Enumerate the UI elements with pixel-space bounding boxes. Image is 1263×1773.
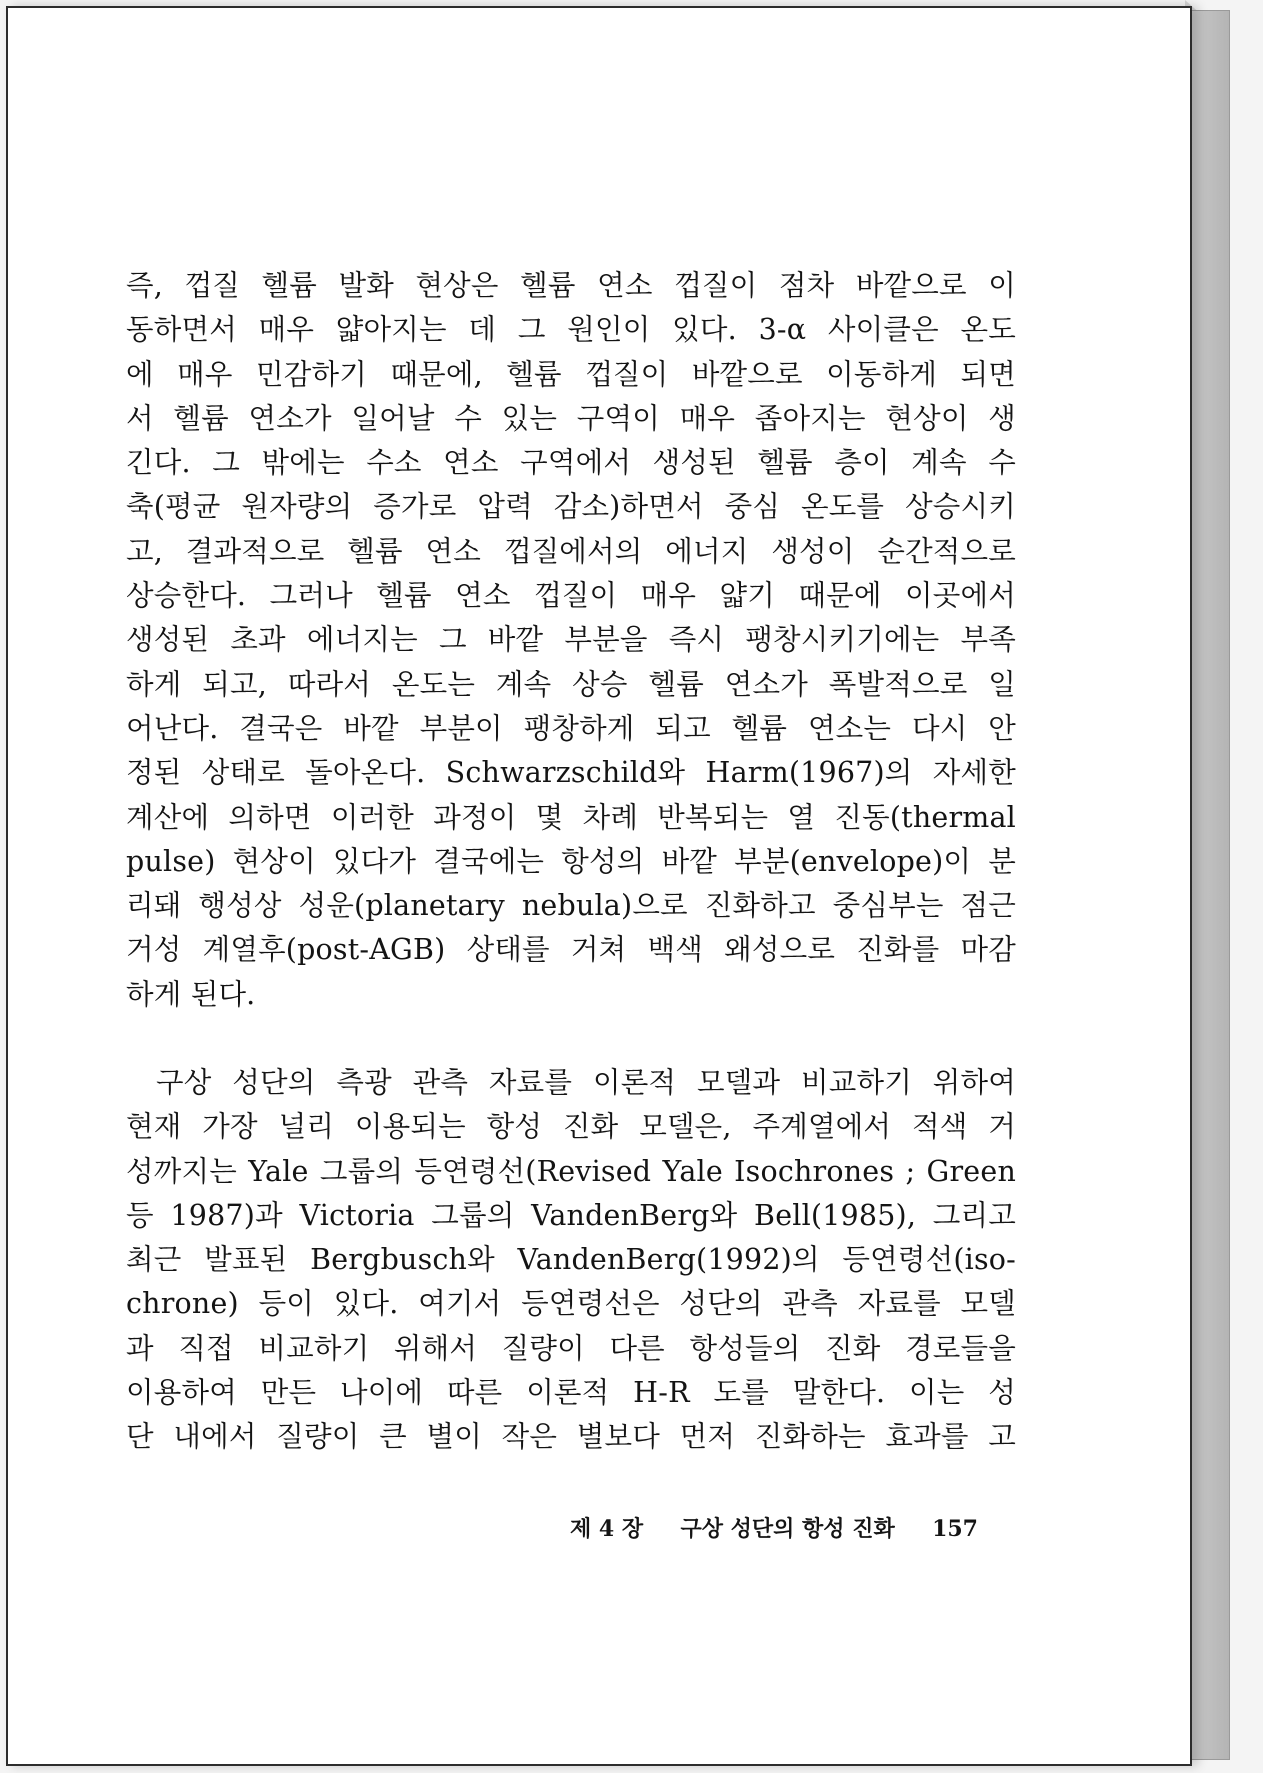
text-line: 생성된 초과 에너지는 그 바깥 부분을 즉시 팽창시키기에는 부족 (126, 623, 1016, 657)
text-line: 거성 계열후(post-AGB) 상태를 거쳐 백색 왜성으로 진화를 마감 (126, 933, 1016, 967)
text-line: pulse) 현상이 있다가 결국에는 항성의 바깥 부분(envelope)이 분 (126, 844, 1016, 878)
text-line: 긴다. 그 밖에는 수소 연소 구역에서 생성된 헬륨 층이 계속 수 (126, 446, 1016, 480)
text-line: 에 매우 민감하기 때문에, 헬륨 껍질이 바깥으로 이동하게 되면 (126, 357, 1016, 391)
text-line: 성까지는 Yale 그룹의 등연령선(Revised Yale Isochrones ; Green (126, 1154, 1016, 1188)
text-line: 동하면서 매우 얇아지는 데 그 원인이 있다. 3-α 사이클은 온도 (126, 313, 1016, 347)
text-line: 하게 되고, 따라서 온도는 계속 상승 헬륨 연소가 폭발적으로 일 (126, 667, 1016, 701)
text-line: chrone) 등이 있다. 여기서 등연령선은 성단의 관측 자료를 모델 (126, 1287, 1016, 1321)
text-line: 상승한다. 그러나 헬륨 연소 껍질이 매우 얇기 때문에 이곳에서 (126, 579, 1016, 613)
page-stack-edge (1190, 10, 1230, 1760)
page-number: 157 (932, 1516, 978, 1542)
chapter-number: 제 4 장 (569, 1516, 644, 1542)
text-line: 정된 상태로 돌아온다. Schwarzschild와 Harm(1967)의 자세한 (126, 756, 1016, 790)
text-line: 구상 성단의 측광 관측 자료를 이론적 모델과 비교하기 위하여 (156, 1066, 1016, 1099)
text-line: 계산에 의하면 이러한 과정이 몇 차례 반복되는 열 진동(thermal (126, 800, 1016, 834)
text-line: 최근 발표된 Bergbusch와 VandenBerg(1992)의 등연령선(iso- (126, 1243, 1016, 1277)
text-line: 축(평균 원자량의 증가로 압력 감소)하면서 중심 온도를 상승시키 (126, 490, 1016, 524)
text-line: 즉, 껍질 헬륨 발화 현상은 헬륨 연소 껍질이 점차 바깥으로 이 (126, 269, 1016, 302)
text-line: 하게 된다. (126, 977, 256, 1011)
text-line: 등 1987)과 Victoria 그룹의 VandenBerg와 Bell(1985), 그리고 (126, 1198, 1016, 1232)
text-line: 현재 가장 널리 이용되는 항성 진화 모델은, 주계열에서 적색 거 (126, 1110, 1016, 1144)
book-page (6, 6, 1192, 1766)
running-footer (568, 1512, 978, 1543)
text-line: 단 내에서 질량이 큰 별이 작은 별보다 먼저 진화하는 효과를 고 (126, 1420, 1016, 1454)
text-line: 이용하여 만든 나이에 따른 이론적 H-R 도를 말한다. 이는 성 (126, 1376, 1016, 1410)
chapter-title: 구상 성단의 항성 진화 (680, 1516, 895, 1542)
text-line: 리돼 행성상 성운(planetary nebula)으로 진화하고 중심부는 점근 (126, 889, 1016, 923)
text-line: 어난다. 결국은 바깥 부분이 팽창하게 되고 헬륨 연소는 다시 안 (126, 711, 1016, 745)
paragraph-1 (126, 264, 1016, 1017)
text-line: 서 헬륨 연소가 일어날 수 있는 구역이 매우 좁아지는 현상이 생 (126, 401, 1016, 435)
paragraph-2 (126, 1061, 1016, 1460)
text-line: 고, 결과적으로 헬륨 연소 껍질에서의 에너지 생성이 순간적으로 (126, 534, 1016, 568)
text-line: 과 직접 비교하기 위해서 질량이 다른 항성들의 진화 경로들을 (126, 1331, 1016, 1365)
